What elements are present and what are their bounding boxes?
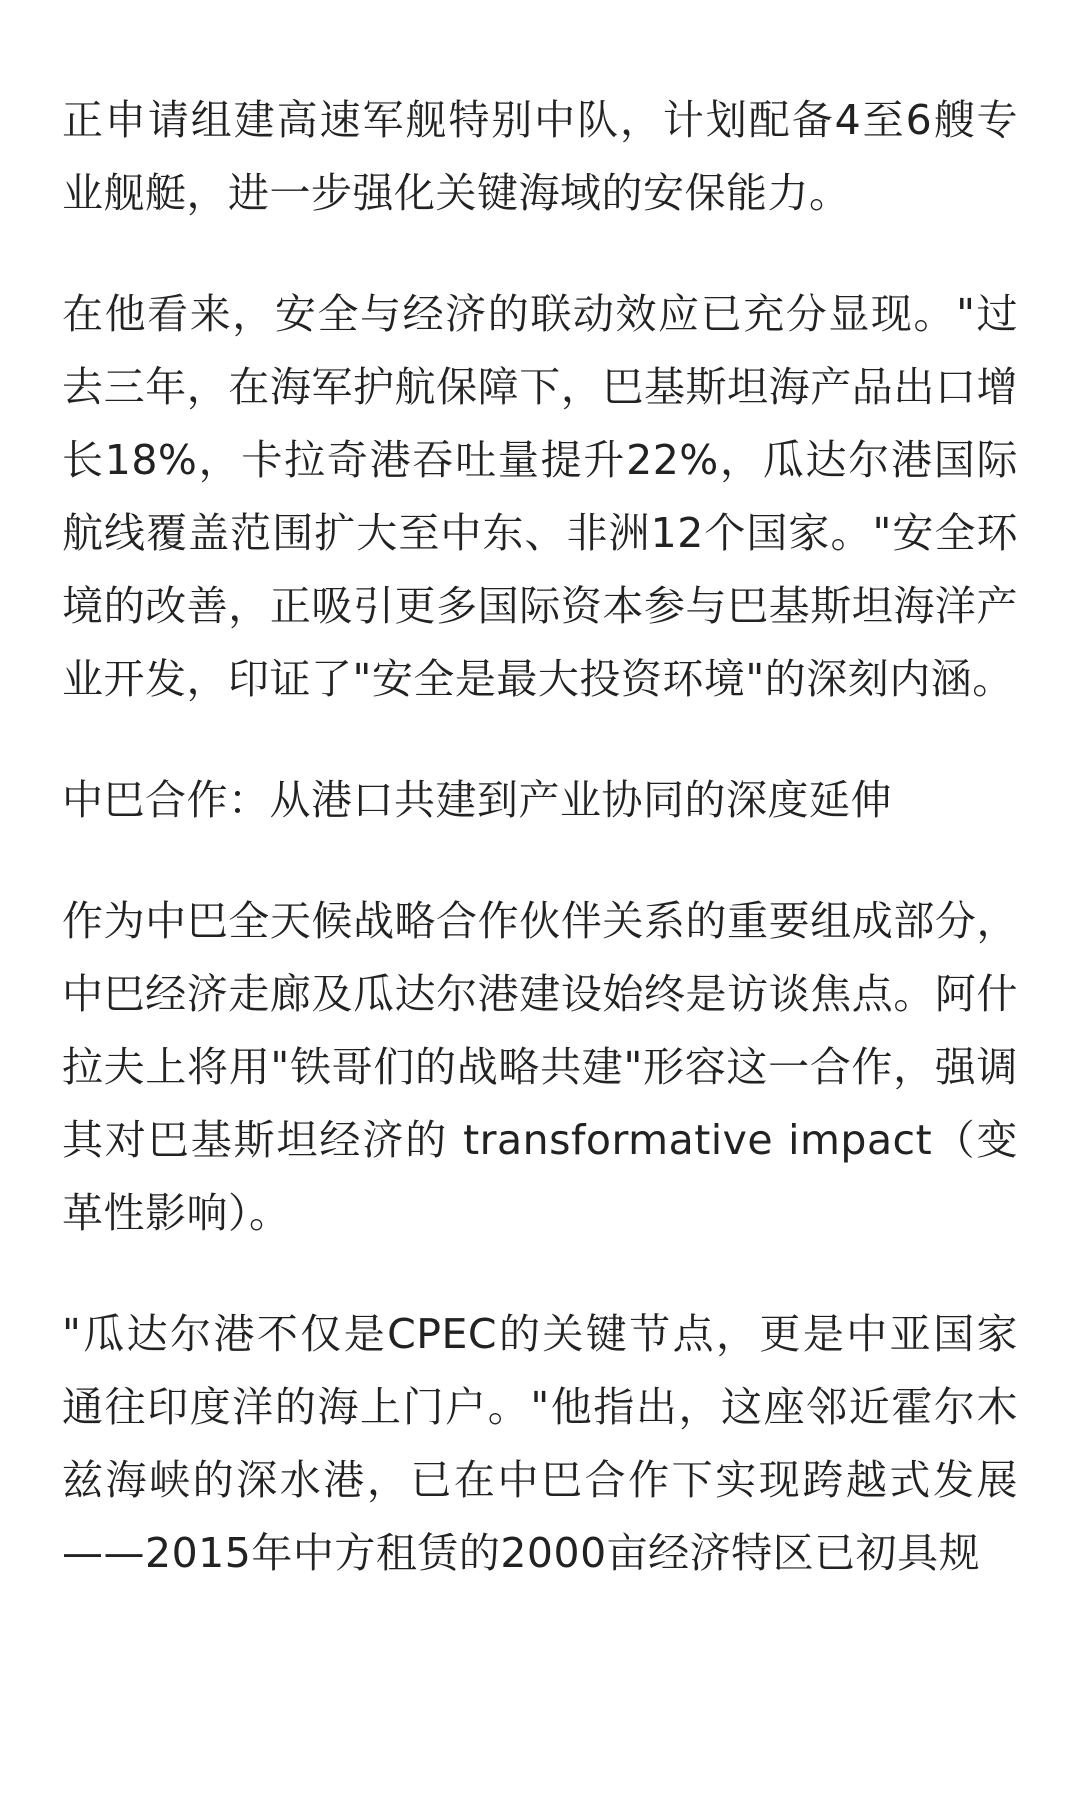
article-body — [62, 84, 1018, 1638]
paragraph-2: 在他看来，安全与经济的联动效应已充分显现。"过去三年，在海军护航保障下，巴基斯坦海产品出口增长18%，卡拉奇港吞吐量提升22%，瓜达尔港国际航线覆盖范围扩大至中东、非洲12个国家。"安全环境的改善，正吸引更多国际资本参与巴基斯坦海洋产业开发，印证了"安全是最大投资环境"的深刻内涵。 — [62, 290, 1018, 703]
section-heading: 中巴合作：从港口共建到产业协同的深度延伸 — [62, 776, 892, 824]
paragraph-1: 正申请组建高速军舰特别中队，计划配备4至6艘专业舰艇，进一步强化关键海域的安保能力。 — [62, 96, 1018, 217]
paragraph-3: 作为中巴全天候战略合作伙伴关系的重要组成部分，中巴经济走廊及瓜达尔港建设始终是访谈焦点。阿什拉夫上将用"铁哥们的战略共建"形容这一合作，强调其对巴基斯坦经济的 transformative impact（变革性影响）。 — [62, 897, 1018, 1237]
paragraph-4: "瓜达尔港不仅是CPEC的关键节点，更是中亚国家通往印度洋的海上门户。"他指出，这座邻近霍尔木兹海峡的深水港，已在中巴合作下实现跨越式发展——2015年中方租赁的2000亩经济特区已初具规 — [62, 1310, 1018, 1577]
